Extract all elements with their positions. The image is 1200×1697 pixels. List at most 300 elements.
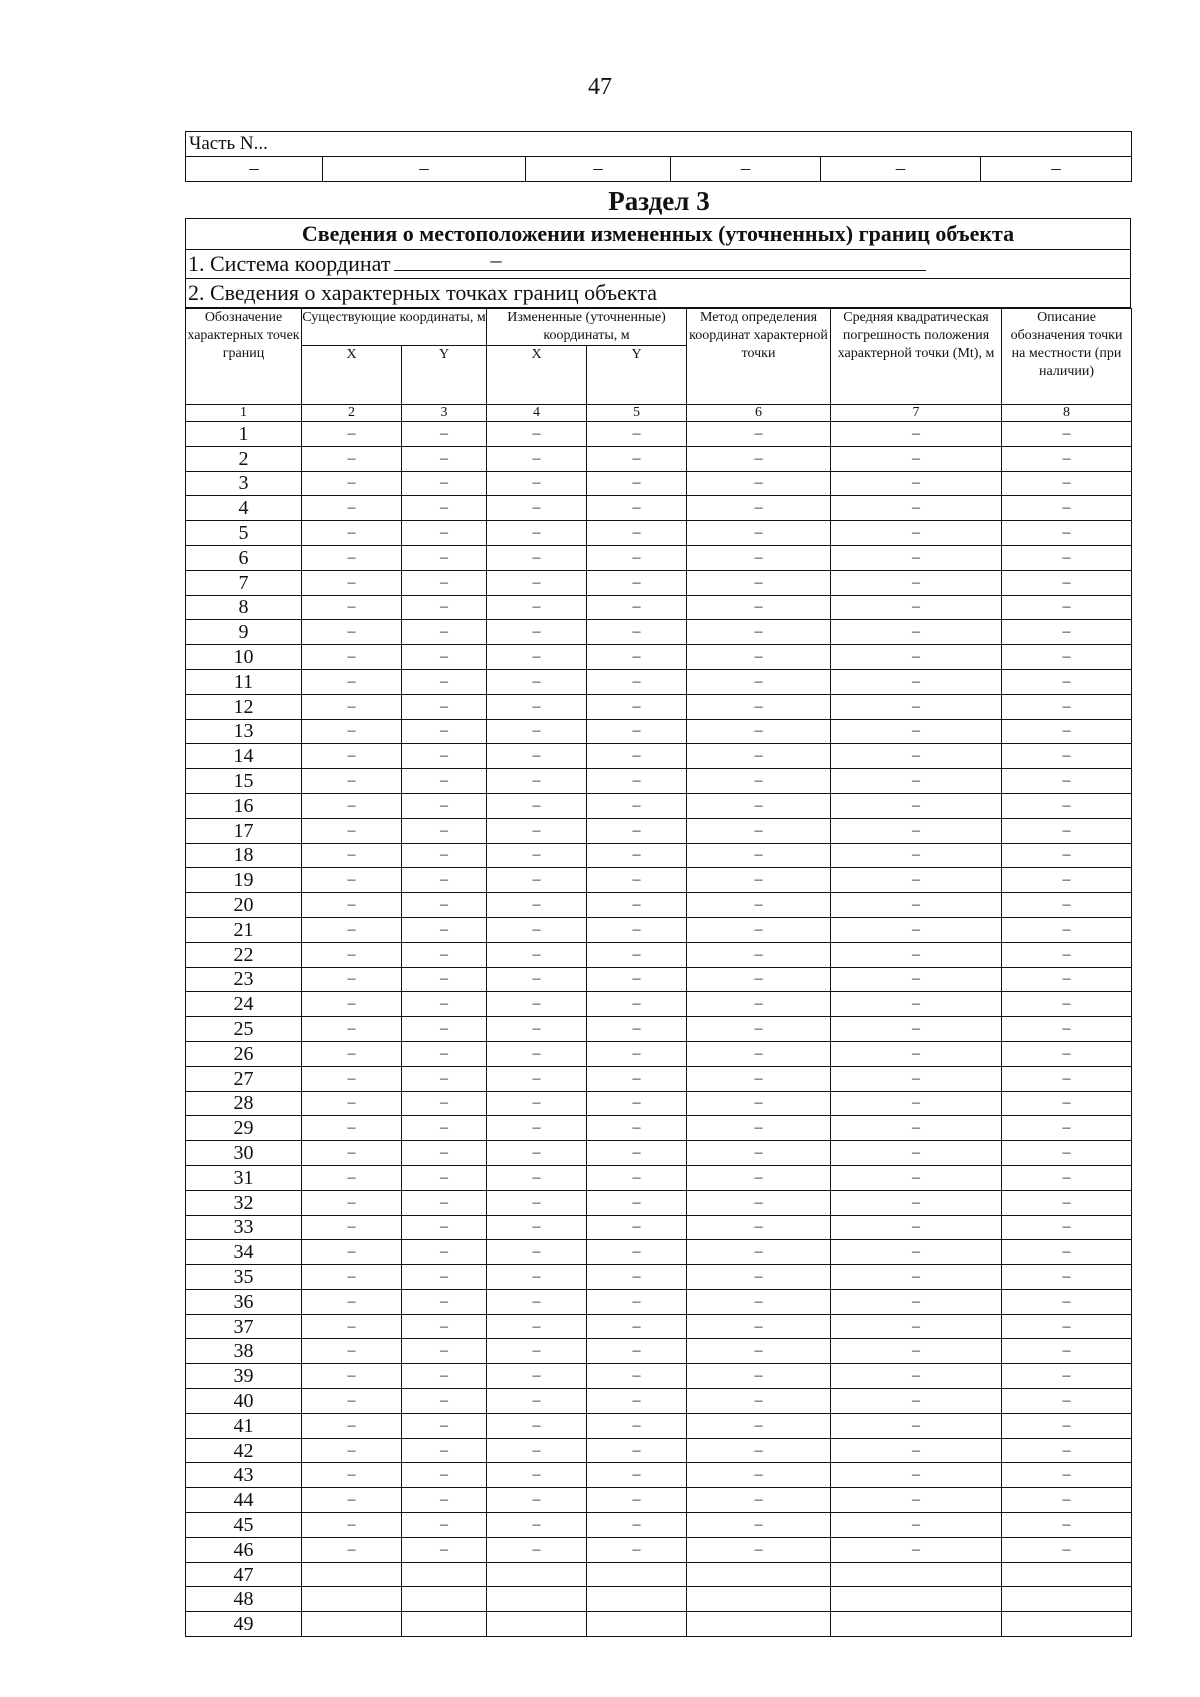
point-number: 22 [186, 942, 302, 967]
table-row [186, 793, 1132, 818]
table-cell: – [402, 1413, 487, 1438]
table-cell: – [487, 1438, 587, 1463]
point-number: 47 [186, 1562, 302, 1587]
table-cell: – [587, 471, 687, 496]
table-cell [487, 1587, 587, 1612]
table-cell: – [687, 446, 831, 471]
table-cell: – [1002, 1289, 1132, 1314]
table-cell: – [1002, 1041, 1132, 1066]
table-cell: – [587, 570, 687, 595]
table-cell: – [687, 1339, 831, 1364]
table-cell: – [302, 570, 402, 595]
column-number: 6 [687, 405, 831, 422]
table-cell: – [687, 669, 831, 694]
table-cell: – [587, 669, 687, 694]
header-changed-y: Y [587, 346, 687, 405]
table-row [186, 1587, 1132, 1612]
table-cell: – [302, 1488, 402, 1513]
table-cell: – [402, 1339, 487, 1364]
table-cell: – [831, 1438, 1002, 1463]
point-number: 27 [186, 1066, 302, 1091]
table-cell [302, 1562, 402, 1587]
part-cell: – [671, 157, 821, 182]
table-cell: – [687, 793, 831, 818]
table-cell: – [687, 1389, 831, 1414]
table-cell: – [687, 1364, 831, 1389]
table-row [186, 967, 1132, 992]
table-cell: – [402, 818, 487, 843]
table-cell: – [402, 669, 487, 694]
table-cell: – [587, 893, 687, 918]
table-cell: – [831, 620, 1002, 645]
table-cell: – [831, 471, 1002, 496]
table-cell: – [487, 694, 587, 719]
header-existing-y: Y [402, 346, 487, 405]
table-cell: – [487, 719, 587, 744]
table-cell: – [1002, 917, 1132, 942]
table-cell: – [687, 1215, 831, 1240]
table-cell: – [687, 1091, 831, 1116]
point-number: 24 [186, 992, 302, 1017]
table-row [186, 1017, 1132, 1042]
points-title: 2. Сведения о характерных точках границ объекта [188, 280, 657, 305]
table-cell: – [487, 471, 587, 496]
table-cell: – [831, 868, 1002, 893]
table-row [186, 1463, 1132, 1488]
point-number: 17 [186, 818, 302, 843]
table-cell: – [1002, 620, 1132, 645]
table-cell: – [587, 1141, 687, 1166]
table-cell: – [831, 669, 1002, 694]
table-cell: – [302, 545, 402, 570]
table-cell: – [587, 744, 687, 769]
point-number: 41 [186, 1413, 302, 1438]
table-cell: – [487, 1513, 587, 1538]
table-row [186, 1041, 1132, 1066]
table-cell: – [302, 422, 402, 447]
table-cell: – [1002, 1413, 1132, 1438]
table-cell: – [587, 1116, 687, 1141]
table-cell: – [687, 744, 831, 769]
part-cell: – [323, 157, 526, 182]
table-cell [831, 1562, 1002, 1587]
table-cell: – [587, 967, 687, 992]
table-cell: – [487, 545, 587, 570]
table-row [186, 446, 1132, 471]
table-cell: – [302, 1513, 402, 1538]
point-number: 23 [186, 967, 302, 992]
table-cell: – [302, 893, 402, 918]
table-cell: – [1002, 1537, 1132, 1562]
table-row [186, 769, 1132, 794]
header-method: Метод определения координат характерной точки [687, 309, 831, 405]
table-row [186, 669, 1132, 694]
table-row [186, 570, 1132, 595]
table-cell: – [687, 496, 831, 521]
part-table [185, 131, 1132, 182]
table-cell: – [302, 1339, 402, 1364]
table-cell: – [687, 1314, 831, 1339]
table-cell: – [687, 1265, 831, 1290]
table-cell: – [402, 521, 487, 546]
table-cell: – [687, 818, 831, 843]
table-cell: – [487, 1165, 587, 1190]
table-cell: – [487, 496, 587, 521]
table-cell: – [587, 769, 687, 794]
table-cell: – [587, 917, 687, 942]
point-number: 14 [186, 744, 302, 769]
table-cell: – [587, 521, 687, 546]
table-cell: – [402, 942, 487, 967]
table-cell: – [687, 1463, 831, 1488]
table-cell: – [487, 1289, 587, 1314]
table-cell: – [687, 595, 831, 620]
table-cell: – [1002, 1116, 1132, 1141]
table-cell: – [687, 694, 831, 719]
table-cell: – [1002, 595, 1132, 620]
table-cell: – [831, 1265, 1002, 1290]
table-cell: – [587, 1240, 687, 1265]
table-cell: – [402, 1314, 487, 1339]
point-number: 48 [186, 1587, 302, 1612]
part-cell: – [526, 157, 671, 182]
table-cell: – [302, 1066, 402, 1091]
header-changed-x: X [487, 346, 587, 405]
table-cell: – [831, 422, 1002, 447]
table-cell: – [402, 422, 487, 447]
table-cell: – [402, 1116, 487, 1141]
table-row [186, 1066, 1132, 1091]
table-cell: – [587, 1413, 687, 1438]
table-cell: – [687, 1141, 831, 1166]
point-number: 5 [186, 521, 302, 546]
table-cell: – [687, 570, 831, 595]
table-cell: – [687, 1041, 831, 1066]
table-cell: – [687, 422, 831, 447]
table-row [186, 1537, 1132, 1562]
table-cell: – [587, 1537, 687, 1562]
table-cell: – [587, 446, 687, 471]
table-row [186, 1215, 1132, 1240]
point-number: 25 [186, 1017, 302, 1042]
table-cell: – [587, 1289, 687, 1314]
table-cell: – [1002, 1265, 1132, 1290]
table-cell: – [402, 1488, 487, 1513]
table-cell: – [1002, 1314, 1132, 1339]
table-cell: – [302, 1314, 402, 1339]
table-cell: – [402, 1463, 487, 1488]
table-cell: – [587, 818, 687, 843]
table-row [186, 719, 1132, 744]
point-number: 2 [186, 446, 302, 471]
table-cell: – [402, 1289, 487, 1314]
table-cell: – [302, 793, 402, 818]
table-cell: – [487, 620, 587, 645]
table-cell: – [687, 1116, 831, 1141]
table-cell: – [402, 893, 487, 918]
table-cell: – [1002, 1190, 1132, 1215]
table-cell: – [1002, 1389, 1132, 1414]
table-cell [687, 1612, 831, 1637]
table-cell: – [487, 893, 587, 918]
table-cell: – [302, 669, 402, 694]
table-cell: – [487, 1017, 587, 1042]
table-cell: – [402, 1537, 487, 1562]
table-cell: – [487, 521, 587, 546]
table-cell: – [587, 1438, 687, 1463]
table-cell: – [687, 1413, 831, 1438]
table-cell: – [1002, 992, 1132, 1017]
table-cell: – [302, 967, 402, 992]
point-number: 34 [186, 1240, 302, 1265]
table-row [186, 1438, 1132, 1463]
table-cell: – [402, 992, 487, 1017]
table-cell: – [302, 1265, 402, 1290]
table-row [186, 545, 1132, 570]
table-row [186, 1141, 1132, 1166]
table-row [186, 893, 1132, 918]
table-cell: – [1002, 1438, 1132, 1463]
table-cell: – [487, 595, 587, 620]
table-cell: – [587, 1165, 687, 1190]
table-cell: – [1002, 1165, 1132, 1190]
table-cell: – [687, 1537, 831, 1562]
table-cell: – [831, 1240, 1002, 1265]
table-cell: – [487, 868, 587, 893]
table-cell: – [1002, 1488, 1132, 1513]
table-cell: – [402, 545, 487, 570]
table-cell: – [1002, 422, 1132, 447]
table-cell: – [302, 1091, 402, 1116]
table-cell: – [402, 1240, 487, 1265]
table-row [186, 1488, 1132, 1513]
table-cell: – [831, 1041, 1002, 1066]
table-cell: – [402, 719, 487, 744]
table-cell: – [587, 1215, 687, 1240]
table-cell: – [831, 1165, 1002, 1190]
table-row [186, 1364, 1132, 1389]
table-cell: – [687, 471, 831, 496]
table-cell: – [831, 1017, 1002, 1042]
point-number: 20 [186, 893, 302, 918]
table-cell: – [587, 1041, 687, 1066]
table-cell: – [831, 1215, 1002, 1240]
table-cell: – [1002, 793, 1132, 818]
table-cell: – [1002, 645, 1132, 670]
table-cell [402, 1587, 487, 1612]
table-cell: – [831, 843, 1002, 868]
header-error: Средняя квадратическая погрешность положения характерной точки (Mt), м [831, 309, 1002, 405]
table-cell: – [402, 793, 487, 818]
table-cell: – [487, 1141, 587, 1166]
table-cell: – [487, 669, 587, 694]
table-cell: – [302, 1463, 402, 1488]
table-cell: – [402, 1066, 487, 1091]
header-box [185, 218, 1131, 308]
table-cell: – [831, 769, 1002, 794]
table-cell: – [302, 719, 402, 744]
table-cell: – [402, 868, 487, 893]
table-cell: – [1002, 545, 1132, 570]
point-number: 32 [186, 1190, 302, 1215]
table-cell: – [302, 1190, 402, 1215]
table-cell: – [1002, 1339, 1132, 1364]
table-cell: – [487, 1066, 587, 1091]
table-cell: – [587, 645, 687, 670]
column-number: 2 [302, 405, 402, 422]
table-cell: – [302, 992, 402, 1017]
table-cell: – [302, 1389, 402, 1414]
point-number: 1 [186, 422, 302, 447]
table-cell: – [587, 992, 687, 1017]
table-row [186, 1562, 1132, 1587]
point-number: 36 [186, 1289, 302, 1314]
point-number: 38 [186, 1339, 302, 1364]
table-cell: – [302, 818, 402, 843]
table-cell: – [587, 942, 687, 967]
table-row [186, 1339, 1132, 1364]
table-cell: – [831, 1116, 1002, 1141]
table-cell: – [687, 868, 831, 893]
table-cell: – [402, 967, 487, 992]
header-existing: Существующие координаты, м [302, 309, 487, 346]
table-cell: – [587, 1017, 687, 1042]
table-cell: – [687, 917, 831, 942]
table-cell: – [402, 471, 487, 496]
table-cell: – [402, 570, 487, 595]
table-cell: – [587, 422, 687, 447]
table-cell: – [302, 645, 402, 670]
table-cell: – [687, 1190, 831, 1215]
table-cell [687, 1587, 831, 1612]
table-cell: – [831, 595, 1002, 620]
column-number: 7 [831, 405, 1002, 422]
point-number: 3 [186, 471, 302, 496]
table-cell: – [587, 1066, 687, 1091]
table-cell [1002, 1562, 1132, 1587]
table-cell: – [831, 744, 1002, 769]
table-cell: – [402, 645, 487, 670]
point-number: 44 [186, 1488, 302, 1513]
table-cell [1002, 1612, 1132, 1637]
table-cell: – [487, 1339, 587, 1364]
table-cell: – [587, 1265, 687, 1290]
table-cell: – [487, 1537, 587, 1562]
column-number: 1 [186, 405, 302, 422]
table-cell: – [831, 1389, 1002, 1414]
table-cell: – [1002, 1513, 1132, 1538]
table-cell [487, 1612, 587, 1637]
table-row [186, 1116, 1132, 1141]
table-cell: – [587, 620, 687, 645]
table-cell: – [487, 570, 587, 595]
table-cell: – [587, 545, 687, 570]
table-cell: – [302, 694, 402, 719]
table-cell: – [587, 694, 687, 719]
table-cell: – [1002, 1141, 1132, 1166]
table-cell: – [831, 1314, 1002, 1339]
table-cell: – [487, 843, 587, 868]
table-cell: – [487, 744, 587, 769]
table-cell: – [587, 1513, 687, 1538]
table-cell: – [487, 446, 587, 471]
table-cell: – [831, 570, 1002, 595]
points-table [185, 308, 1132, 1637]
table-row [186, 942, 1132, 967]
point-number: 10 [186, 645, 302, 670]
table-cell: – [587, 1389, 687, 1414]
table-cell: – [487, 1463, 587, 1488]
table-row [186, 1612, 1132, 1637]
point-number: 40 [186, 1389, 302, 1414]
table-cell: – [831, 1066, 1002, 1091]
section-title: Раздел 3 [608, 186, 710, 216]
table-cell: – [302, 595, 402, 620]
point-number: 11 [186, 669, 302, 694]
point-number: 39 [186, 1364, 302, 1389]
point-number: 45 [186, 1513, 302, 1538]
table-cell: – [687, 992, 831, 1017]
point-number: 31 [186, 1165, 302, 1190]
table-cell: – [487, 1215, 587, 1240]
table-cell: – [402, 694, 487, 719]
table-cell [587, 1562, 687, 1587]
table-cell: – [487, 942, 587, 967]
point-number: 21 [186, 917, 302, 942]
table-cell: – [487, 1314, 587, 1339]
point-number: 15 [186, 769, 302, 794]
point-number: 29 [186, 1116, 302, 1141]
table-cell: – [487, 917, 587, 942]
table-row [186, 1413, 1132, 1438]
table-row [186, 694, 1132, 719]
table-cell: – [1002, 744, 1132, 769]
table-cell: – [302, 1364, 402, 1389]
table-cell: – [1002, 1215, 1132, 1240]
table-cell: – [487, 1240, 587, 1265]
table-cell: – [831, 967, 1002, 992]
table-cell: – [831, 1488, 1002, 1513]
table-cell: – [1002, 868, 1132, 893]
table-cell: – [1002, 967, 1132, 992]
point-number: 35 [186, 1265, 302, 1290]
table-cell: – [687, 967, 831, 992]
table-cell: – [402, 1265, 487, 1290]
table-cell [687, 1562, 831, 1587]
table-cell: – [687, 545, 831, 570]
point-number: 18 [186, 843, 302, 868]
table-cell: – [402, 1017, 487, 1042]
table-cell: – [487, 793, 587, 818]
column-number: 8 [1002, 405, 1132, 422]
table-cell: – [302, 471, 402, 496]
table-cell: – [487, 818, 587, 843]
point-number: 28 [186, 1091, 302, 1116]
table-cell: – [302, 1240, 402, 1265]
table-row [186, 1190, 1132, 1215]
table-cell: – [487, 422, 587, 447]
table-cell: – [487, 1389, 587, 1414]
table-cell: – [831, 942, 1002, 967]
point-number: 33 [186, 1215, 302, 1240]
table-cell: – [687, 645, 831, 670]
table-cell: – [302, 620, 402, 645]
table-cell: – [687, 893, 831, 918]
point-number: 30 [186, 1141, 302, 1166]
table-row [186, 1389, 1132, 1414]
table-cell [302, 1612, 402, 1637]
table-cell: – [1002, 1463, 1132, 1488]
